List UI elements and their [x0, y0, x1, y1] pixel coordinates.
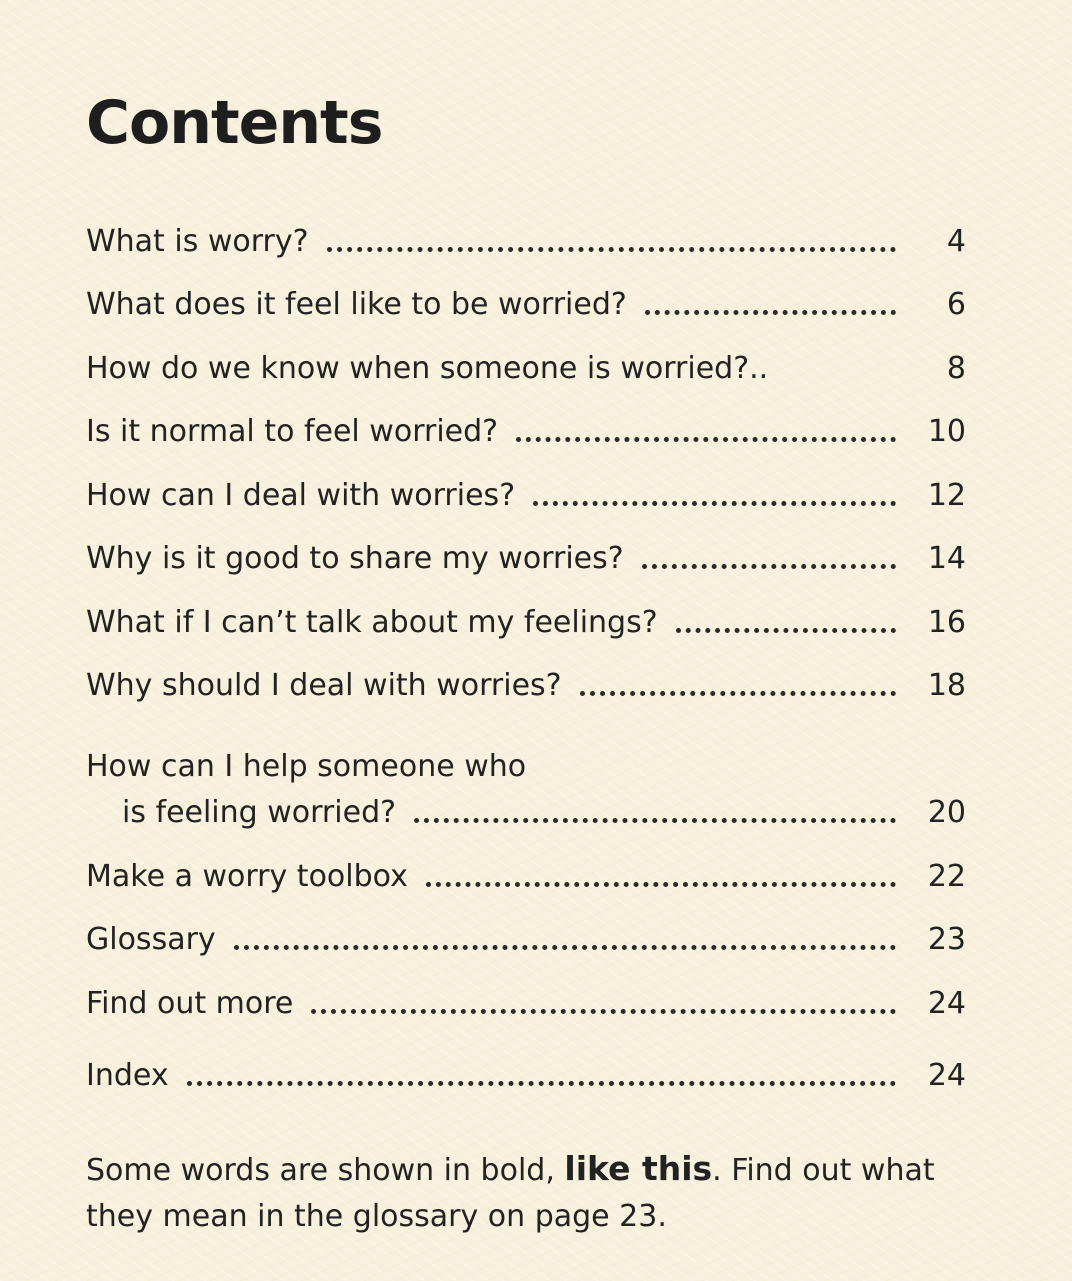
- toc-entry-share-worries[interactable]: [86, 514, 966, 578]
- toc-page-number: 10: [927, 414, 966, 449]
- page-title: Contents: [86, 88, 383, 158]
- dot-leader: [327, 247, 896, 252]
- toc-page-number: 6: [946, 287, 966, 322]
- toc-entry-label: Glossary: [86, 922, 216, 957]
- toc-page-number: 22: [927, 858, 966, 894]
- toc-entry-label: How can I deal with worries?: [86, 477, 516, 513]
- note-text-after: . Find out what they mean in the glossary on page 23.: [86, 1153, 935, 1234]
- dot-leader: [426, 882, 896, 887]
- toc-page-number: 24: [927, 985, 966, 1021]
- toc-entry-label: Make a worry toolbox: [86, 858, 408, 894]
- note-text-before: Some words are shown in bold,: [86, 1153, 565, 1188]
- dot-leader: [234, 945, 896, 950]
- toc-entry-know-someone-worried[interactable]: [86, 323, 966, 387]
- toc-entry-cant-talk-feelings[interactable]: [86, 577, 966, 641]
- toc-page-number: 18: [927, 668, 966, 703]
- toc-page-number: 8: [946, 350, 966, 386]
- toc-entry-feel-like-worried[interactable]: [86, 260, 966, 324]
- toc-entry-label-line1: How can I help someone who: [86, 749, 527, 784]
- toc-entry-label: What does it feel like to be worried?: [86, 287, 627, 322]
- toc-entry-label: What is worry?: [86, 223, 309, 259]
- dot-leader: [580, 691, 896, 696]
- toc-page-number: 12: [927, 477, 966, 513]
- toc-entry-normal-to-worry[interactable]: [86, 387, 966, 451]
- toc-page-number: 4: [946, 223, 966, 259]
- toc-entry-label: Is it normal to feel worried?: [86, 414, 499, 449]
- toc-entry-label: Why should I deal with worries?: [86, 668, 562, 703]
- toc-page-number: 16: [927, 604, 966, 640]
- toc-entry-label-line2: is feeling worried?: [122, 795, 397, 830]
- table-of-contents: [86, 196, 966, 1094]
- dot-leader: [516, 437, 896, 442]
- toc-entry-index[interactable]: [86, 1022, 966, 1094]
- dot-leader: [676, 628, 896, 633]
- note-bold-example: like this: [564, 1149, 713, 1188]
- dot-leader: [645, 310, 896, 315]
- dot-leader: [414, 818, 896, 823]
- dot-leader: [533, 501, 896, 506]
- toc-entry-why-deal-worries[interactable]: [86, 641, 966, 705]
- toc-entry-help-someone-worried[interactable]: [86, 704, 966, 831]
- toc-entry-worry-toolbox[interactable]: [86, 831, 966, 895]
- dot-leader: [311, 1009, 896, 1014]
- toc-entry-what-is-worry[interactable]: [86, 196, 966, 260]
- toc-page-number: 23: [927, 922, 966, 957]
- toc-page-number: 20: [927, 795, 966, 830]
- toc-entry-label: What if I can’t talk about my feelings?: [86, 604, 658, 640]
- dot-leader: [642, 564, 896, 569]
- toc-entry-label: Find out more: [86, 985, 294, 1021]
- toc-entry-deal-with-worries[interactable]: [86, 450, 966, 514]
- toc-entry-label: How do we know when someone is worried?..: [86, 350, 769, 386]
- toc-page-number: 24: [927, 1057, 966, 1093]
- toc-entry-find-out-more[interactable]: [86, 958, 966, 1022]
- toc-entry-label: Index: [86, 1057, 169, 1093]
- dot-leader: [187, 1081, 896, 1086]
- toc-entry-label: Why is it good to share my worries?: [86, 541, 624, 576]
- toc-page-number: 14: [927, 541, 966, 576]
- toc-entry-glossary[interactable]: [86, 895, 966, 959]
- bold-words-note: [86, 1146, 966, 1240]
